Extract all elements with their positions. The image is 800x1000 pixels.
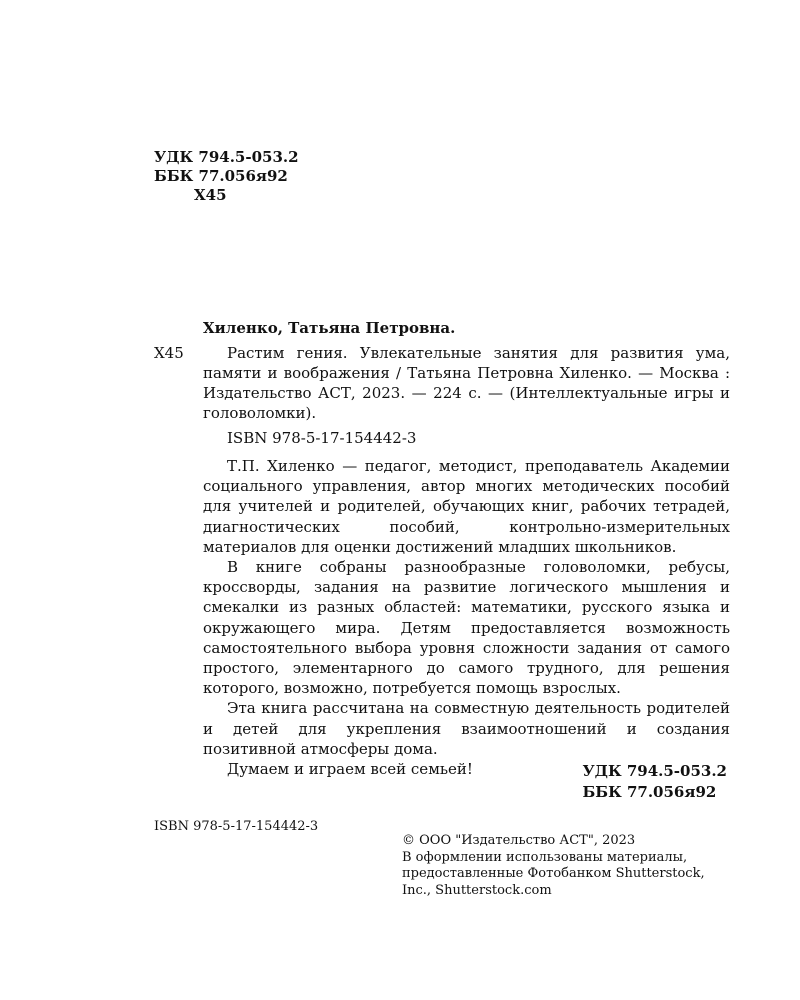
- classification-codes-bottom: [582, 761, 727, 803]
- author-sign-code: Х45: [194, 186, 227, 204]
- classification-codes-top: [154, 148, 299, 205]
- annotation-paragraph-slogan: Думаем и играем всей семьей!: [227, 760, 473, 779]
- credits-line-2: предоставленные Фотобанком Shutterstock,: [402, 866, 705, 881]
- isbn-footer: ISBN 978-5-17-154442-3: [154, 819, 319, 834]
- udk-code-bottom: УДК 794.5-053.2: [582, 762, 727, 780]
- annotation-paragraph-audience: Эта книга рассчитана на совместную деятельность родителей и детей для укрепления взаимоотношений и создания позитивной атмосферы дома.: [203, 699, 730, 758]
- copyright-notice: © ООО "Издательство АСТ", 2023: [402, 833, 636, 848]
- udk-code: УДК 794.5-053.2: [154, 148, 299, 166]
- annotation-paragraph-content: В книге собраны разнообразные головоломки, ребусы, кроссворды, задания на развитие логического мышления и смекалки из разных областей: математики, русского языка и окружающего мира. Детям предоставляется возможность самостоятельного выбора уровня сложности задания от самого простого, элементарного до самого трудного, для решения которого, возможно, потребуется помощь взрослых.: [203, 558, 730, 698]
- description-text: Растим гения. Увлекательные занятия для развития ума, памяти и воображения / Татьяна Петровна Хиленко. — Москва : Издательство АСТ, 2023. — 224 с. — (Интеллектуальные игры и головоломки).: [203, 344, 730, 422]
- annotation: [203, 456, 730, 779]
- credits-line-3: Inc., Shutterstock.com: [402, 882, 552, 898]
- bbk-code-bottom: ББК 77.056я92: [582, 783, 717, 801]
- copyright-block: [402, 833, 742, 899]
- author-heading: Хиленко, Татьяна Петровна.: [203, 319, 456, 337]
- bibliographic-description: [203, 343, 730, 423]
- credits-line-1: В оформлении использованы материалы,: [402, 849, 688, 865]
- isbn-entry: ISBN 978-5-17-154442-3: [227, 429, 417, 447]
- bbk-code: ББК 77.056я92: [154, 167, 288, 185]
- catalog-code: Х45: [154, 344, 184, 362]
- annotation-paragraph-author: Т.П. Хиленко — педагог, методист, преподаватель Академии социального управления, автор многих методических пособий для учителей и родителей, обучающих книг, рабочих тетрадей, диагностических пособий, контрольно-измерительных материалов для оценки достижений младших школьников.: [203, 457, 730, 556]
